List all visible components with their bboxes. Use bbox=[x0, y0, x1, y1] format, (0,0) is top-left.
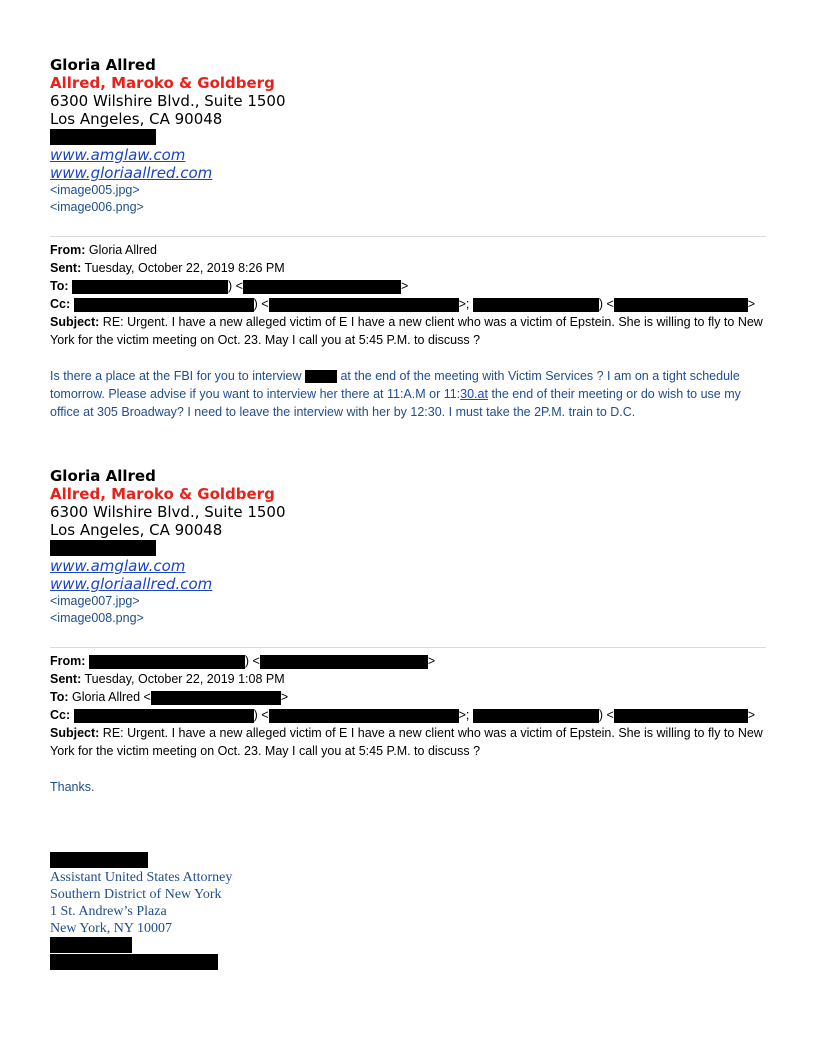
punct: > bbox=[400, 279, 409, 293]
punct: ) < bbox=[228, 279, 243, 293]
subject-value: RE: Urgent. I have a new alleged victim of E I have a new client who was a victim of Epstein. She is willing to fly to New York for the victim meeting on Oct. 23. May I call you at 5:45 P.M. to discuss ? bbox=[50, 315, 763, 347]
address-line: 1 St. Andrew’s Plaza bbox=[50, 904, 167, 919]
signature-block bbox=[50, 467, 766, 627]
email-body: Thanks. bbox=[50, 780, 95, 794]
to-row bbox=[50, 688, 766, 706]
image-attachment: <image006.png> bbox=[50, 200, 144, 214]
from-value: Gloria Allred bbox=[88, 243, 157, 257]
subject-row bbox=[50, 313, 766, 349]
sent-row bbox=[50, 259, 766, 277]
from-label: From: bbox=[50, 243, 86, 257]
email-header bbox=[50, 241, 766, 349]
subject-label: Subject: bbox=[50, 315, 100, 329]
cc-row bbox=[50, 706, 766, 724]
sent-value: Tuesday, October 22, 2019 8:26 PM bbox=[84, 261, 285, 275]
email-document bbox=[50, 56, 766, 971]
sender-name: Gloria Allred bbox=[50, 56, 156, 74]
redaction-row bbox=[50, 852, 766, 869]
from-row bbox=[50, 241, 766, 259]
image-attachment: <image005.jpg> bbox=[50, 183, 140, 197]
subject-value: RE: Urgent. I have a new alleged victim of E I have a new client who was a victim of Epstein. She is willing to fly to New York for the victim meeting on Oct. 23. May I call you at 5:45 P.M. to discuss ? bbox=[50, 726, 763, 758]
cc-label: Cc: bbox=[50, 708, 71, 722]
address-line: Los Angeles, CA 90048 bbox=[50, 110, 223, 128]
sender-name: Gloria Allred bbox=[50, 467, 156, 485]
website-link[interactable]: www.amglaw.com bbox=[50, 557, 186, 575]
redaction-row bbox=[50, 954, 766, 971]
punct: > bbox=[280, 690, 289, 704]
signature-block bbox=[50, 56, 766, 216]
website-link[interactable]: www.gloriaallred.com bbox=[50, 164, 213, 182]
address-line: 6300 Wilshire Blvd., Suite 1500 bbox=[50, 503, 286, 521]
image-attachment: <image007.jpg> bbox=[50, 594, 140, 608]
punct: > bbox=[747, 297, 756, 311]
redaction-bar bbox=[50, 937, 132, 953]
website-link[interactable]: www.gloriaallred.com bbox=[50, 575, 213, 593]
address-line: Los Angeles, CA 90048 bbox=[50, 521, 223, 539]
redaction-bar bbox=[50, 540, 156, 556]
from-row bbox=[50, 652, 766, 670]
redaction-bar bbox=[74, 709, 254, 723]
sent-label: Sent: bbox=[50, 261, 82, 275]
image-attachment: <image008.png> bbox=[50, 611, 144, 625]
divider bbox=[50, 647, 766, 648]
sig-office: Southern District of New York bbox=[50, 887, 222, 902]
sent-label: Sent: bbox=[50, 672, 82, 686]
redaction-row bbox=[50, 539, 766, 557]
redaction-bar bbox=[260, 655, 428, 669]
redaction-bar bbox=[243, 280, 401, 294]
redaction-row bbox=[50, 128, 766, 146]
redaction-bar bbox=[50, 852, 148, 868]
punct: >; bbox=[458, 297, 470, 311]
punct: ) < bbox=[244, 654, 260, 668]
body-text: Is there a place at the FBI for you to interview bbox=[50, 369, 305, 383]
punct: ) < bbox=[253, 297, 269, 311]
cc-label: Cc: bbox=[50, 297, 71, 311]
sig-title: Assistant United States Attorney bbox=[50, 870, 233, 885]
redaction-bar bbox=[614, 709, 748, 723]
redaction-bar bbox=[614, 298, 748, 312]
to-row bbox=[50, 277, 766, 295]
firm-name: Allred, Maroko & Goldberg bbox=[50, 485, 275, 503]
subject-row bbox=[50, 724, 766, 760]
sent-value: Tuesday, October 22, 2019 1:08 PM bbox=[84, 672, 285, 686]
divider bbox=[50, 236, 766, 237]
punct: ) < bbox=[253, 708, 269, 722]
redaction-bar bbox=[151, 691, 281, 705]
redaction-bar bbox=[269, 298, 459, 312]
to-value: Gloria Allred < bbox=[72, 690, 151, 704]
redaction-bar bbox=[473, 298, 599, 312]
email-body bbox=[50, 367, 766, 421]
subject-label: Subject: bbox=[50, 726, 100, 740]
redaction-bar bbox=[473, 709, 599, 723]
punct: >; bbox=[458, 708, 470, 722]
to-label: To: bbox=[50, 690, 69, 704]
signature-block bbox=[50, 852, 766, 971]
address-line: New York, NY 10007 bbox=[50, 921, 172, 936]
punct: > bbox=[427, 654, 436, 668]
firm-name: Allred, Maroko & Goldberg bbox=[50, 74, 275, 92]
redaction-bar bbox=[72, 280, 228, 294]
body-link[interactable]: 30.at bbox=[460, 387, 488, 401]
address-line: 6300 Wilshire Blvd., Suite 1500 bbox=[50, 92, 286, 110]
body-text: the end of their meeting or do wish to use my office at 305 Broadway? I need to leave the interview with her by 12:30. I must take the 2P.M. train to D.C. bbox=[50, 387, 741, 419]
redaction-bar bbox=[305, 370, 337, 383]
website-link[interactable]: www.amglaw.com bbox=[50, 146, 186, 164]
sent-row bbox=[50, 670, 766, 688]
punct: > bbox=[747, 708, 756, 722]
redaction-row bbox=[50, 937, 766, 954]
email-header bbox=[50, 652, 766, 760]
body-text: at the end of the meeting with Victim Services ? I am on a tight schedule tomorrow. Please advise if you want to interview her there at 11:A.M or 11: bbox=[50, 369, 740, 401]
punct: ) < bbox=[598, 297, 614, 311]
redaction-bar bbox=[269, 709, 459, 723]
redaction-bar bbox=[89, 655, 245, 669]
redaction-bar bbox=[50, 129, 156, 145]
from-label: From: bbox=[50, 654, 86, 668]
cc-row bbox=[50, 295, 766, 313]
redaction-bar bbox=[50, 954, 218, 970]
redaction-bar bbox=[74, 298, 254, 312]
to-label: To: bbox=[50, 279, 69, 293]
punct: ) < bbox=[598, 708, 614, 722]
